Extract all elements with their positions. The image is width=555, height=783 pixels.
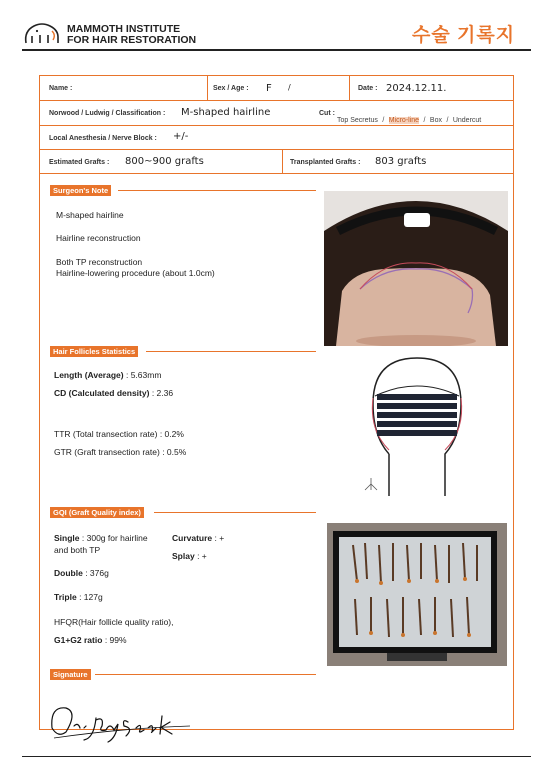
- anesthesia-label: Local Anesthesia / Nerve Block :: [49, 135, 157, 142]
- gqi-rule: [154, 512, 316, 513]
- cd-label: CD: [54, 388, 67, 398]
- double-label: Double: [54, 568, 83, 578]
- cd-paren: (Calculated density): [68, 388, 150, 398]
- transplanted-grafts-label: Transplanted Grafts :: [290, 159, 361, 166]
- double-value: : 376g: [85, 568, 109, 578]
- cut-option-box[interactable]: Box: [429, 117, 442, 124]
- note-line: M-shaped hairline: [56, 210, 124, 220]
- cut-option-top-secretus[interactable]: Top Secretus: [337, 117, 378, 124]
- cut-separator: /: [382, 117, 385, 124]
- gtr-value: : 0.5%: [162, 447, 187, 457]
- anesthesia-value: +/-: [173, 131, 189, 142]
- form-row-name: [40, 76, 513, 101]
- g1g2-stat: [54, 635, 127, 645]
- curvature-value: : +: [214, 533, 225, 543]
- age-separator: /: [288, 83, 291, 92]
- gtr-stat: [54, 447, 186, 457]
- classification-label: Norwood / Ludwig / Classification :: [49, 110, 166, 117]
- length-value: : 5.63mm: [125, 370, 162, 380]
- divider: [207, 76, 208, 100]
- cut-separator: /: [446, 117, 449, 124]
- ttr-label: TTR (Total transection rate): [54, 429, 158, 439]
- org-line-2: FOR HAIR RESTORATION: [67, 34, 197, 46]
- length-label: Length: [54, 370, 83, 380]
- note-line: Both TP reconstruction: [56, 257, 143, 267]
- single-stat: [54, 533, 148, 543]
- triple-label: Triple: [54, 592, 77, 602]
- form-row-anesthesia: [40, 126, 513, 150]
- g1g2-value: : 99%: [104, 635, 127, 645]
- follicle-stats-heading: Hair Follicles Statistics: [50, 346, 138, 357]
- signature-heading: Signature: [50, 669, 91, 680]
- divider: [282, 150, 283, 173]
- org-name: [67, 24, 196, 46]
- cd-value: : 2.36: [151, 388, 174, 398]
- form-row-classification: [40, 101, 513, 126]
- org-line-1: MAMMOTH INSTITUTE: [67, 23, 181, 35]
- double-stat: [54, 568, 109, 578]
- note-line: Hairline-lowering procedure (about 1.0cm): [56, 268, 215, 278]
- ttr-stat: [54, 429, 184, 439]
- note-line: Hairline reconstruction: [56, 233, 141, 243]
- signature-rule: [95, 674, 316, 675]
- signature-image: [44, 698, 194, 746]
- hfqr-label: HFQR(Hair follicle quality ratio),: [54, 617, 174, 627]
- cd-stat: [54, 388, 173, 398]
- sex-value: F: [266, 83, 272, 94]
- cut-option-undercut[interactable]: Undercut: [452, 117, 482, 124]
- sex-age-label: Sex / Age :: [213, 85, 249, 92]
- divider: [349, 76, 350, 100]
- head-diagram: [357, 350, 477, 505]
- triple-value: : 127g: [79, 592, 103, 602]
- single-stat-cont: and both TP: [54, 545, 101, 555]
- cut-options: [337, 109, 481, 127]
- gqi-heading: GQI (Graft Quality index): [50, 507, 144, 518]
- ttr-value: : 0.2%: [159, 429, 184, 439]
- surgeon-note-rule: [118, 190, 316, 191]
- transplanted-grafts-value: 803 grafts: [375, 156, 427, 167]
- single-label: Single: [54, 533, 80, 543]
- classification-value: M-shaped hairline: [181, 107, 271, 118]
- triple-stat: [54, 592, 103, 602]
- gtr-label: GTR (Graft transection rate): [54, 447, 160, 457]
- length-paren: (Average): [84, 370, 124, 380]
- cut-label: Cut :: [319, 110, 335, 117]
- cut-separator: /: [423, 117, 426, 124]
- single-value: : 300g for hairline: [81, 533, 148, 543]
- splay-stat: [172, 551, 207, 561]
- form-row-grafts: [40, 150, 513, 174]
- splay-label: Splay: [172, 551, 195, 561]
- g1g2-label: G1+G2 ratio: [54, 635, 103, 645]
- length-stat: [54, 370, 161, 380]
- cut-option-micro-line[interactable]: Micro-line: [388, 117, 420, 124]
- hairline-photo: [324, 191, 508, 346]
- header-divider: [22, 49, 531, 51]
- curvature-label: Curvature: [172, 533, 213, 543]
- date-value: 2024.12.11.: [386, 83, 447, 94]
- name-label: Name :: [49, 85, 73, 92]
- logo-icon: [22, 21, 62, 45]
- estimated-grafts-value: 800~900 grafts: [125, 156, 204, 167]
- follicle-stats-rule: [146, 351, 316, 352]
- footer-divider: [22, 756, 531, 757]
- grafts-photo: [327, 523, 507, 666]
- document-title: 수술 기록지: [412, 25, 516, 46]
- splay-value: : +: [197, 551, 207, 561]
- surgeon-note-heading: Surgeon's Note: [50, 185, 111, 196]
- estimated-grafts-label: Estimated Grafts :: [49, 159, 110, 166]
- date-label: Date :: [358, 85, 378, 92]
- curvature-stat: [172, 533, 224, 543]
